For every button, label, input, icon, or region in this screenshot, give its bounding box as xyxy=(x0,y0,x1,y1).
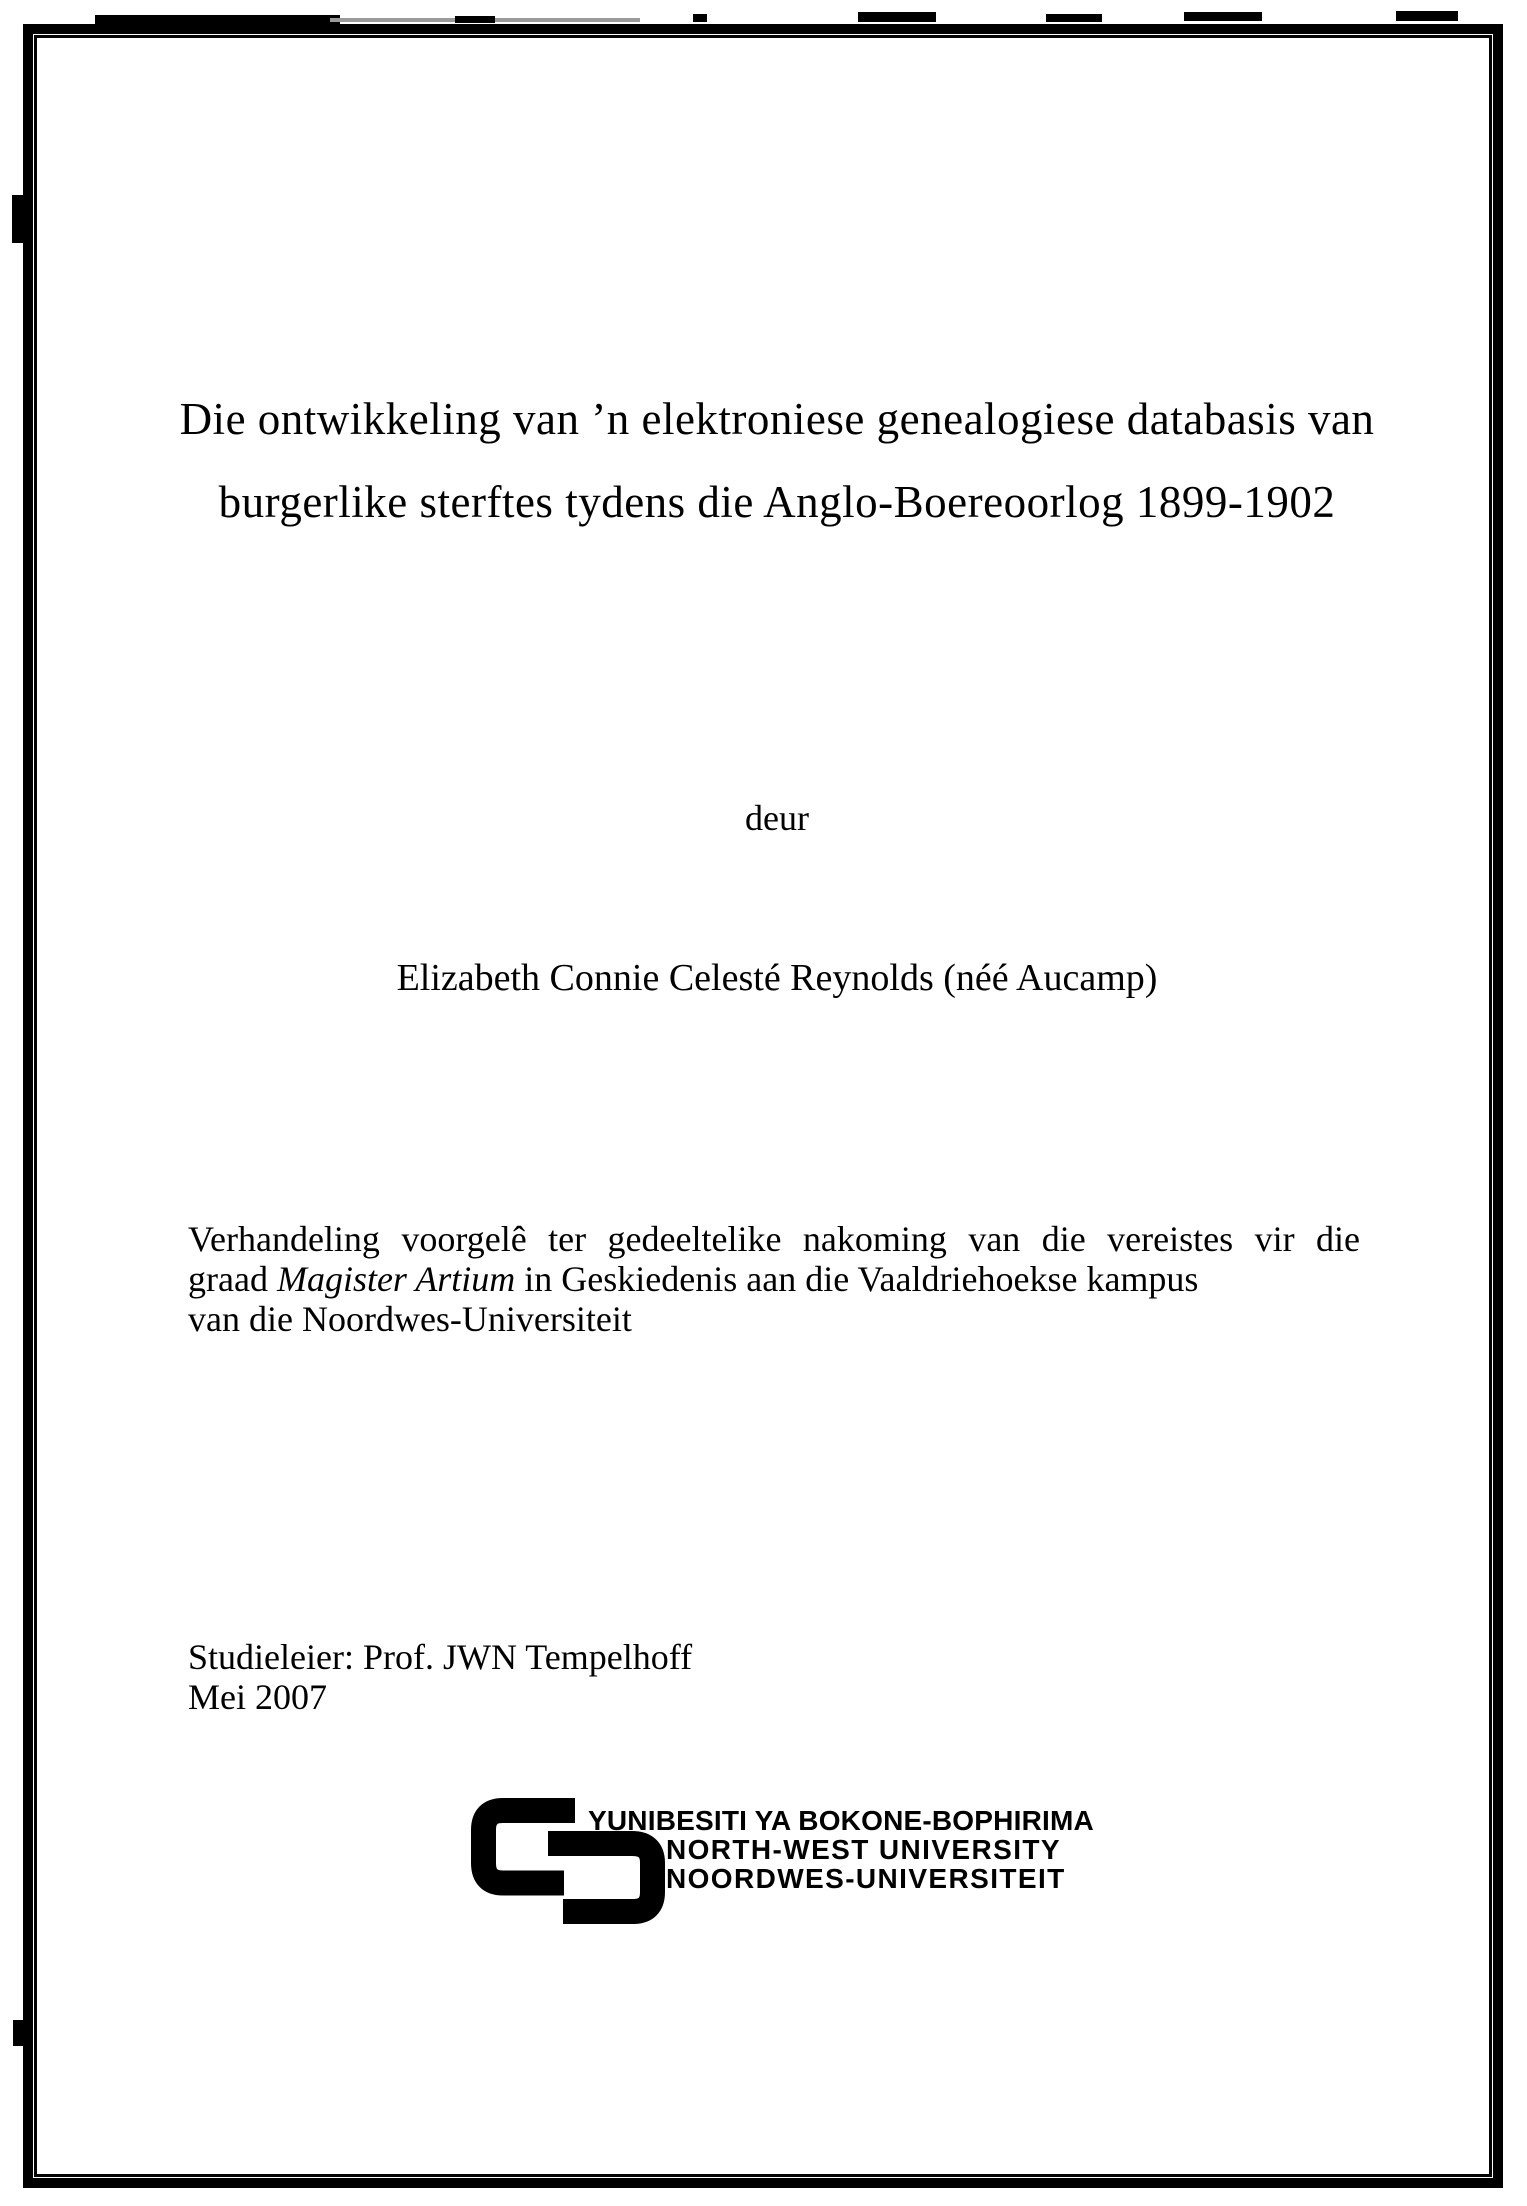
scan-artifact xyxy=(858,12,936,22)
thesis-title-line-1: Die ontwikkeling van ’n elektroniese genealogiese databasis van xyxy=(179,394,1375,444)
submission-line-2-post: in Geskiedenis aan die Vaaldriehoekse kampus xyxy=(515,1259,1199,1299)
thesis-title-line-2: burgerlike sterftes tydens die Anglo-Boereoorlog 1899-1902 xyxy=(218,477,1336,527)
supervisor-block xyxy=(188,1637,692,1717)
date-line: Mei 2007 xyxy=(188,1677,327,1717)
scan-artifact xyxy=(1396,11,1458,21)
author-name: Elizabeth Connie Celesté Reynolds (néé Aucamp) xyxy=(396,957,1158,999)
scan-artifact xyxy=(693,14,707,22)
logo-line-afrikaans: NOORDWES-UNIVERSITEIT xyxy=(666,1863,1066,1894)
byline-label: deur xyxy=(745,798,809,838)
scan-artifact xyxy=(1184,12,1262,21)
submission-paragraph xyxy=(188,1219,1360,1339)
submission-degree-name: Magister Artium xyxy=(276,1259,516,1299)
logo-line-setswana: YUNIBESITI YA BOKONE-BOPHIRIMA xyxy=(588,1805,1094,1836)
university-logo xyxy=(468,1795,1108,1935)
submission-line-2 xyxy=(188,1259,1360,1299)
logo-line-english: NORTH-WEST UNIVERSITY xyxy=(666,1834,1061,1865)
scan-artifact xyxy=(1046,14,1102,22)
submission-line-2-pre: graad xyxy=(188,1259,277,1299)
university-logo-text xyxy=(588,1806,1094,1893)
submission-line-1: Verhandeling voorgelê ter gedeeltelike nakoming van die vereistes vir die xyxy=(188,1219,1360,1259)
thesis-title xyxy=(52,378,1502,544)
scan-artifact xyxy=(455,16,495,23)
supervisor-line: Studieleier: Prof. JWN Tempelhoff xyxy=(188,1637,693,1677)
submission-line-3: van die Noordwes-Universiteit xyxy=(188,1299,632,1339)
